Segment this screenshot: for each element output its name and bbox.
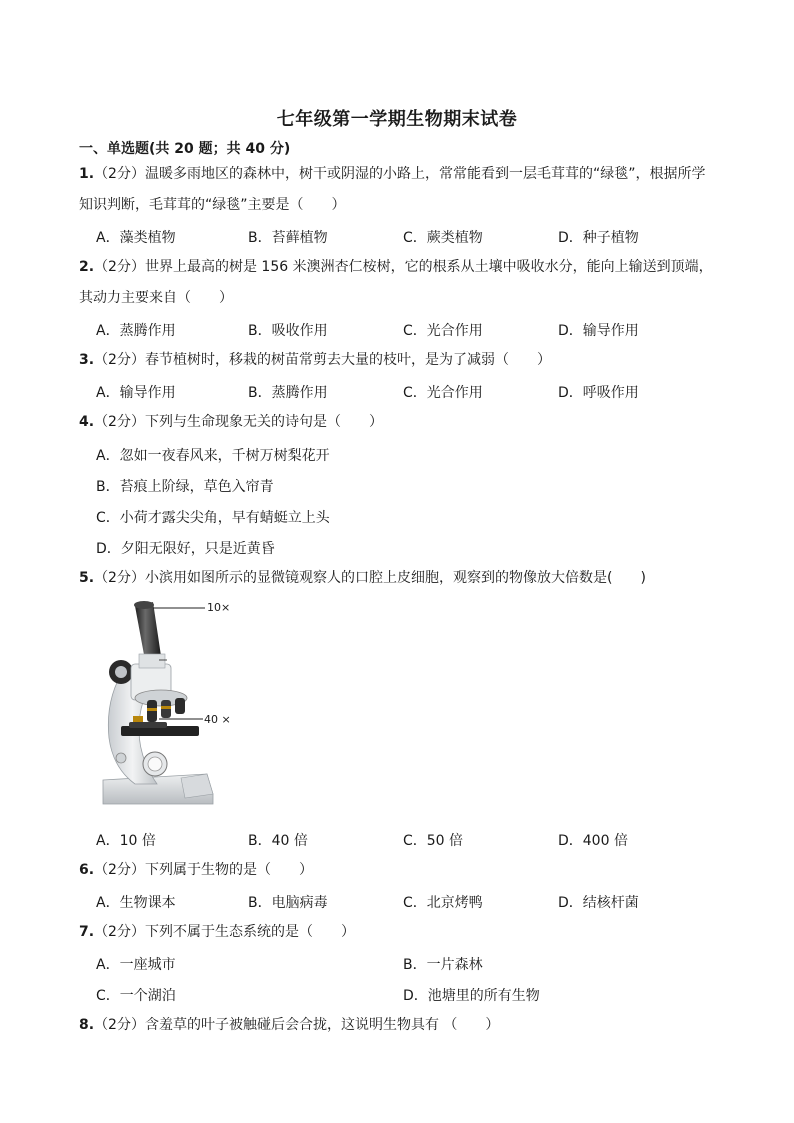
question-text: 小滨用如图所示的显微镜观察人的口腔上皮细胞，观察到的物像放大倍数是( ) <box>144 570 646 586</box>
option-c[interactable]: C．光合作用 <box>403 323 483 339</box>
question-number: 1. <box>79 166 95 182</box>
option-c[interactable]: C．小荷才露尖尖角，早有蜻蜓立上头 <box>96 510 330 526</box>
option-d[interactable]: D．400 倍 <box>558 833 628 849</box>
question-score: （2分） <box>94 166 145 182</box>
option-d[interactable]: D．池塘里的所有生物 <box>403 988 540 1004</box>
question-number: 6. <box>79 862 95 878</box>
question-8 <box>79 1010 719 1041</box>
question-1 <box>79 159 719 221</box>
question-number: 4. <box>79 414 95 430</box>
option-a[interactable]: A．一座城市 <box>96 957 176 973</box>
option-c[interactable]: C．一个湖泊 <box>96 988 176 1004</box>
section-heading: 一、单选题(共 20 题；共 40 分) <box>79 141 291 157</box>
option-a[interactable]: A．忽如一夜春风来，千树万树梨花开 <box>96 448 330 464</box>
question-text: 下列不属于生态系统的是（ ） <box>144 924 355 940</box>
option-a[interactable]: A．蒸腾作用 <box>96 323 176 339</box>
question-7 <box>79 917 719 948</box>
option-c[interactable]: C．50 倍 <box>403 833 464 849</box>
option-b[interactable]: B．蒸腾作用 <box>248 385 328 401</box>
question-score: （2分） <box>94 352 145 368</box>
question-score: （2分） <box>94 924 145 940</box>
option-b[interactable]: B．苔藓植物 <box>248 230 328 246</box>
question-score: （2分） <box>94 570 145 586</box>
question-7-options-row-1 <box>96 954 716 974</box>
option-b[interactable]: B．苔痕上阶绿，草色入帘青 <box>96 479 274 495</box>
question-text: 含羞草的叶子被触碰后会合拢，这说明生物具有 （ ） <box>144 1017 500 1033</box>
question-score: （2分） <box>94 259 145 275</box>
question-text: 下列属于生物的是（ ） <box>144 862 313 878</box>
question-6 <box>79 855 719 886</box>
microscope-illustration <box>95 598 245 813</box>
option-d[interactable]: D．结核杆菌 <box>558 895 639 911</box>
option-c[interactable]: C．北京烤鸭 <box>403 895 483 911</box>
question-text: 温暖多雨地区的森林中，树干或阴湿的小路上，常常能看到一层毛茸茸的“绿毯”，根据所学知识判断，毛茸茸的“绿毯”主要是（ ） <box>79 166 706 213</box>
option-d[interactable]: D．输导作用 <box>558 323 639 339</box>
question-5-options <box>96 830 716 850</box>
question-4 <box>79 407 719 438</box>
question-number: 2. <box>79 259 95 275</box>
question-score: （2分） <box>94 414 145 430</box>
option-a[interactable]: A．生物课本 <box>96 895 176 911</box>
option-a[interactable]: A．藻类植物 <box>96 230 176 246</box>
question-2 <box>79 252 719 314</box>
question-number: 3. <box>79 352 95 368</box>
option-b[interactable]: B．一片森林 <box>403 957 483 973</box>
option-c[interactable]: C．光合作用 <box>403 385 483 401</box>
eyepiece-label: 10× <box>207 601 231 614</box>
question-3 <box>79 345 719 376</box>
question-5 <box>79 563 719 594</box>
question-score: （2分） <box>94 862 145 878</box>
option-b[interactable]: B．电脑病毒 <box>248 895 328 911</box>
question-number: 5. <box>79 570 95 586</box>
option-d[interactable]: D．夕阳无限好，只是近黄昏 <box>96 541 275 557</box>
option-b[interactable]: B．吸收作用 <box>248 323 328 339</box>
question-number: 7. <box>79 924 95 940</box>
option-b[interactable]: B．40 倍 <box>248 833 308 849</box>
option-a[interactable]: A．10 倍 <box>96 833 156 849</box>
question-text: 下列与生命现象无关的诗句是（ ） <box>144 414 383 430</box>
question-text: 世界上最高的树是 156 米澳洲杏仁桉树，它的根系从土壤中吸收水分，能向上输送到顶端，其动力主要来自（ ） <box>79 259 713 306</box>
question-number: 8. <box>79 1017 95 1033</box>
option-d[interactable]: D．种子植物 <box>558 230 639 246</box>
question-2-options <box>96 320 716 340</box>
question-6-options <box>96 892 716 912</box>
question-text: 春节植树时，移栽的树苗常剪去大量的枝叶，是为了减弱（ ） <box>144 352 551 368</box>
question-3-options <box>96 382 716 402</box>
exam-title: 七年级第一学期生物期末试卷 <box>276 109 518 130</box>
option-d[interactable]: D．呼吸作用 <box>558 385 639 401</box>
objective-label: 40 × <box>204 713 231 726</box>
option-c[interactable]: C．蕨类植物 <box>403 230 483 246</box>
option-a[interactable]: A．输导作用 <box>96 385 176 401</box>
question-7-options-row-2 <box>96 985 716 1005</box>
question-score: （2分） <box>94 1017 145 1033</box>
question-1-options <box>96 227 716 247</box>
